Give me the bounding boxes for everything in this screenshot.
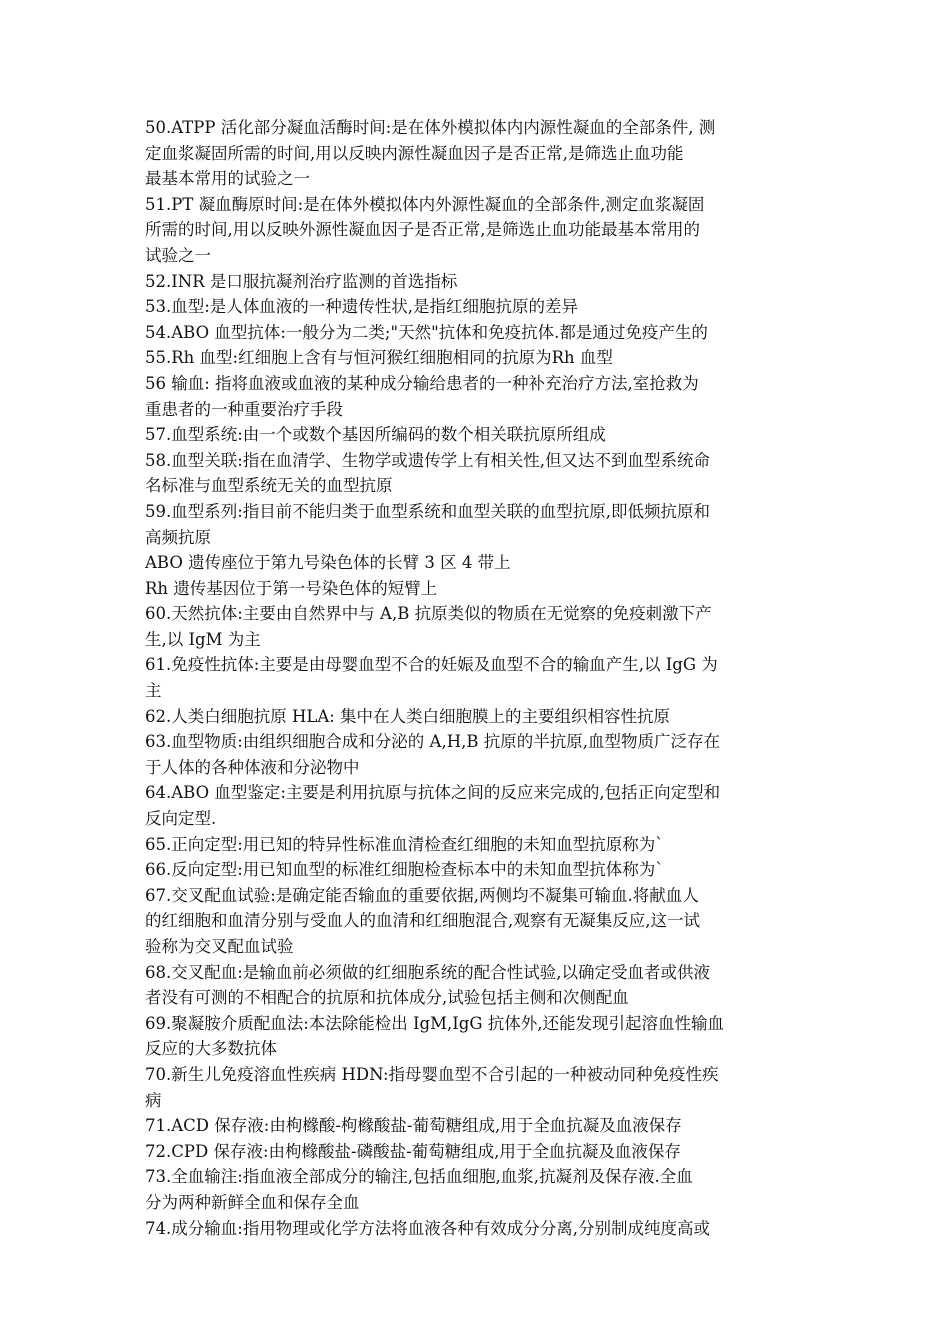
text-line: 72.CPD 保存液:由枸橼酸盐-磷酸盐-葡萄糖组成,用于全血抗凝及血液保存: [145, 1141, 681, 1161]
text-line: 71.ACD 保存液:由枸橼酸-枸橼酸盐-葡萄糖组成,用于全血抗凝及血液保存: [145, 1116, 682, 1136]
text-line: 的红细胞和血清分别与受血人的血清和红细胞混合,观察有无凝集反应,这一试: [145, 911, 700, 931]
text-line: 验称为交叉配血试验: [145, 937, 294, 956]
text-line: 试验之一: [145, 245, 211, 265]
text-line: 60.天然抗体:主要由自然界中与 A,B 抗原类似的物质在无觉察的免疫刺激下产: [145, 604, 712, 624]
text-line: 于人体的各种体液和分泌物中: [145, 757, 360, 777]
text-line: 分为两种新鲜全血和保存全血: [145, 1192, 360, 1212]
text-line: 反向定型.: [145, 809, 217, 829]
text-line: 50.ATPP 活化部分凝血活酶时间:是在体外模拟体内内源性凝血的全部条件, 测: [145, 118, 716, 137]
text-line: 重患者的一种重要治疗手段: [145, 399, 343, 419]
text-line: 54.ABO 血型抗体:一般分为二类;"天然"抗体和免疫抗体.都是通过免疫产生的: [145, 322, 708, 342]
text-line: 61.免疫性抗体:主要是由母婴血型不合的妊娠及血型不合的输血产生,以 IgG 为: [145, 655, 718, 675]
text-line: 高频抗原: [145, 527, 211, 547]
text-line: 定血浆凝固所需的时间,用以反映内源性凝血因子是否正常,是筛选止血功能: [145, 143, 684, 163]
text-line: 生,以 IgM 为主: [145, 629, 261, 649]
text-line: Rh 遗传基因位于第一号染色体的短臂上: [145, 578, 438, 598]
text-line: 59.血型系列:指目前不能归类于血型系统和血型关联的血型抗原,即低频抗原和: [145, 501, 711, 521]
text-line: 所需的时间,用以反映外源性凝血因子是否正常,是筛选止血功能最基本常用的: [145, 220, 700, 240]
text-line: 73.全血输注:指血液全部成分的输注,包括血细胞,血浆,抗凝剂及保存液.全血: [145, 1167, 693, 1187]
text-line: 74.成分输血:指用物理或化学方法将血液各种有效成分分离,分别制成纯度高或: [145, 1218, 711, 1238]
text-line: 70.新生儿免疫溶血性疾病 HDN:指母婴血型不合引起的一种被动同种免疫性疾: [145, 1064, 719, 1084]
text-line: 53.血型:是人体血液的一种遗传性状,是指红细胞抗原的差异: [145, 297, 579, 317]
text-line: 65.正向定型:用已知的特异性标准血清检查红细胞的未知血型抗原称为`: [145, 834, 664, 854]
text-line: 58.血型关联:指在血清学、生物学或遗传学上有相关性,但又达不到血型系统命: [145, 450, 711, 470]
text-line: 69.聚凝胺介质配血法:本法除能检出 IgM,IgG 抗体外,还能发现引起溶血性输血: [145, 1013, 725, 1033]
text-line: 64.ABO 血型鉴定:主要是利用抗原与抗体之间的反应来完成的,包括正向定型和: [145, 783, 721, 803]
text-line: 67.交叉配血试验:是确定能否输血的重要依据,两侧均不凝集可输血.将献血人: [145, 885, 699, 905]
text-line: 52.INR 是口服抗凝剂治疗监测的首选指标: [145, 271, 458, 291]
text-line: 56 输血: 指将血液或血液的某种成分输给患者的一种补充治疗方法,室抢救为: [145, 373, 699, 393]
text-line: 55.Rh 血型:红细胞上含有与恒河猴红细胞相同的抗原为Rh 血型: [145, 348, 613, 368]
text-line: 66.反向定型:用已知血型的标准红细胞检查标本中的未知血型抗体称为`: [145, 860, 664, 880]
text-line: 62.人类白细胞抗原 HLA: 集中在人类白细胞膜上的主要组织相容性抗原: [145, 706, 671, 726]
text-line: 最基本常用的试验之一: [145, 169, 310, 189]
text-line: 名标准与血型系统无关的血型抗原: [145, 476, 393, 496]
text-line: ABO 遗传座位于第九号染色体的长臂 3 区 4 带上: [145, 553, 511, 573]
text-line: 68.交叉配血:是输血前必须做的红细胞系统的配合性试验,以确定受血者或供液: [145, 962, 711, 982]
text-line: 63.血型物质:由组织细胞合成和分泌的 A,H,B 抗原的半抗原,血型物质广泛存在: [145, 732, 720, 752]
text-line: 主: [145, 681, 162, 701]
document-page: [145, 115, 817, 1241]
text-line: 51.PT 凝血酶原时间:是在体外模拟体内外源性凝血的全部条件,测定血浆凝固: [145, 194, 705, 214]
text-line: 者没有可测的不相配合的抗原和抗体成分,试验包括主侧和次侧配血: [145, 988, 629, 1008]
text-line: 反应的大多数抗体: [145, 1039, 277, 1059]
text-line: 57.血型系统:由一个或数个基因所编码的数个相关联抗原所组成: [145, 425, 606, 445]
text-line: 病: [145, 1090, 162, 1110]
